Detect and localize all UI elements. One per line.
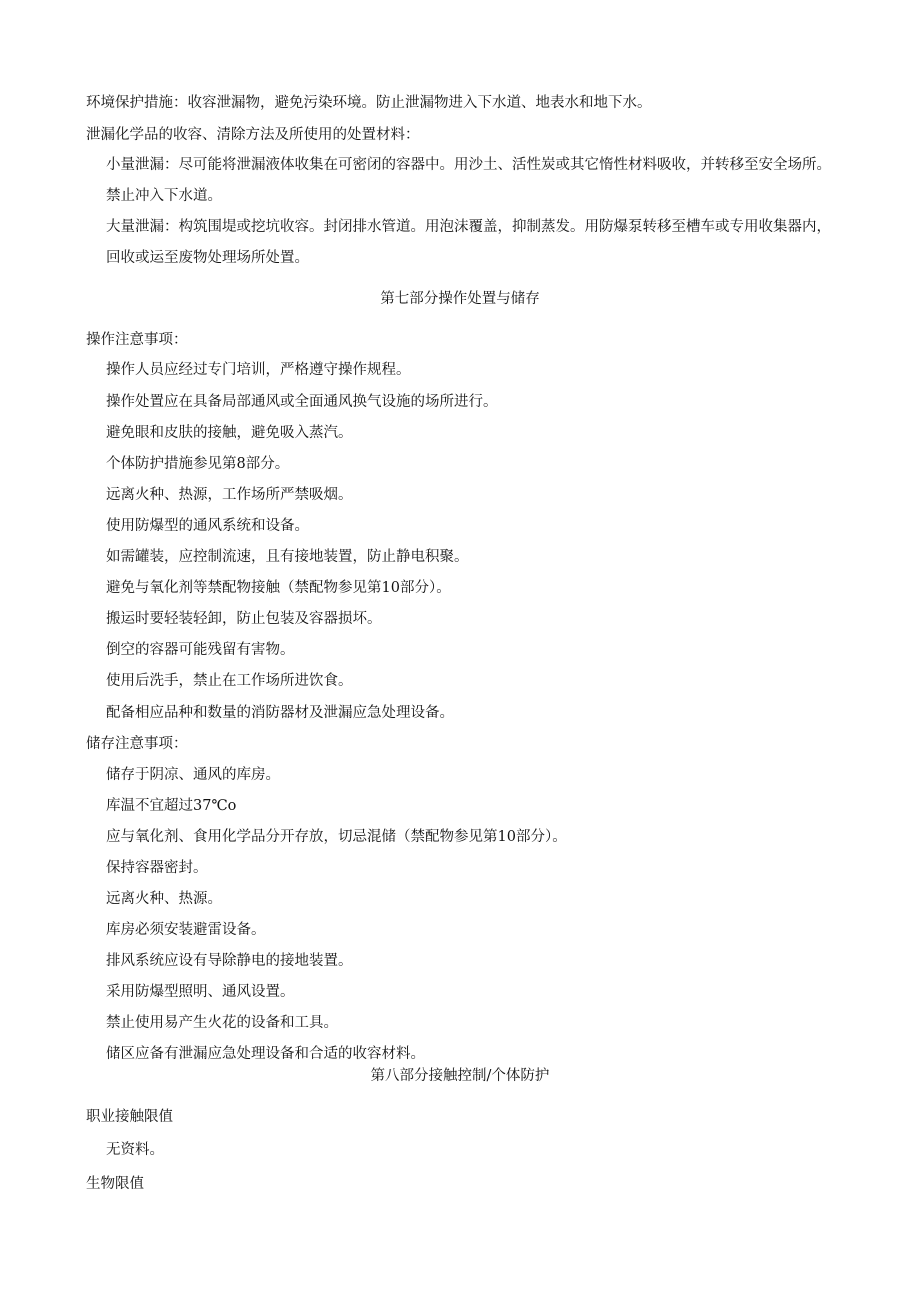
- storage-heading: 储存注意事项：: [86, 736, 188, 752]
- cleanup-heading: 泄漏化学品的收容、清除方法及所使用的处置材料：: [86, 127, 420, 143]
- storage-item: 库温不宜超过37℃o: [106, 798, 237, 814]
- storage-item: 远离火种、热源。: [106, 891, 222, 907]
- env-protection-text: 环境保护措施：收容泄漏物，避免污染环境。防止泄漏物进入下水道、地表水和地下水。: [86, 95, 652, 111]
- operation-item: 避免眼和皮肤的接触，避免吸入蒸汽。: [106, 425, 353, 441]
- operation-item: 搬运时要轻装轻卸，防止包装及容器损坏。: [106, 611, 382, 627]
- storage-item: 库房必须安装避雷设备。: [106, 922, 266, 938]
- operation-item: 个体防护措施参见第8部分。: [106, 456, 290, 472]
- operation-heading: 操作注意事项：: [86, 332, 188, 348]
- bio-limit-heading: 生物限值: [86, 1176, 144, 1192]
- storage-item: 保持容器密封。: [106, 860, 208, 876]
- storage-item: 采用防爆型照明、通风设置。: [106, 984, 295, 1000]
- operation-item: 如需罐装，应控制流速，且有接地装置，防止静电积聚。: [106, 549, 469, 565]
- section7-title: 第七部分操作处置与储存: [380, 291, 540, 307]
- small-leak-text: 小量泄漏：尽可能将泄漏液体收集在可密闭的容器中。用沙土、活性炭或其它惰性材料吸收，并转移至安全场所。禁止冲入下水道。: [106, 157, 831, 204]
- oel-heading: 职业接触限值: [86, 1109, 173, 1125]
- operation-item: 远离火种、热源，工作场所严禁吸烟。: [106, 487, 353, 503]
- large-leak-text: 大量泄漏：构筑围堤或挖坑收容。封闭排水管道。用泡沫覆盖，抑制蒸发。用防爆泵转移至槽车或专用收集器内，回收或运至废物处理场所处置。: [106, 219, 831, 266]
- operation-item: 使用防爆型的通风系统和设备。: [106, 518, 309, 534]
- storage-item: 储存于阴凉、通风的库房。: [106, 767, 280, 783]
- oel-value: 无资料。: [106, 1142, 164, 1158]
- operation-item: 操作人员应经过专门培训，严格遵守操作规程。: [106, 362, 411, 378]
- operation-item: 使用后洗手，禁止在工作场所进饮食。: [106, 673, 353, 689]
- operation-item: 避免与氧化剂等禁配物接触（禁配物参见第10部分）。: [106, 580, 451, 596]
- operation-item: 配备相应品种和数量的消防器材及泄漏应急处理设备。: [106, 705, 454, 721]
- storage-item: 应与氧化剂、食用化学品分开存放，切忌混储（禁配物参见第10部分）。: [106, 829, 567, 845]
- storage-item: 排风系统应设有导除静电的接地装置。: [106, 953, 353, 969]
- section8-title: 第八部分接触控制/个体防护: [370, 1068, 550, 1084]
- storage-item: 储区应备有泄漏应急处理设备和合适的收容材料。: [106, 1046, 425, 1062]
- storage-item: 禁止使用易产生火花的设备和工具。: [106, 1015, 338, 1031]
- operation-item: 倒空的容器可能残留有害物。: [106, 642, 295, 658]
- operation-item: 操作处置应在具备局部通风或全面通风换气设施的场所进行。: [106, 394, 498, 410]
